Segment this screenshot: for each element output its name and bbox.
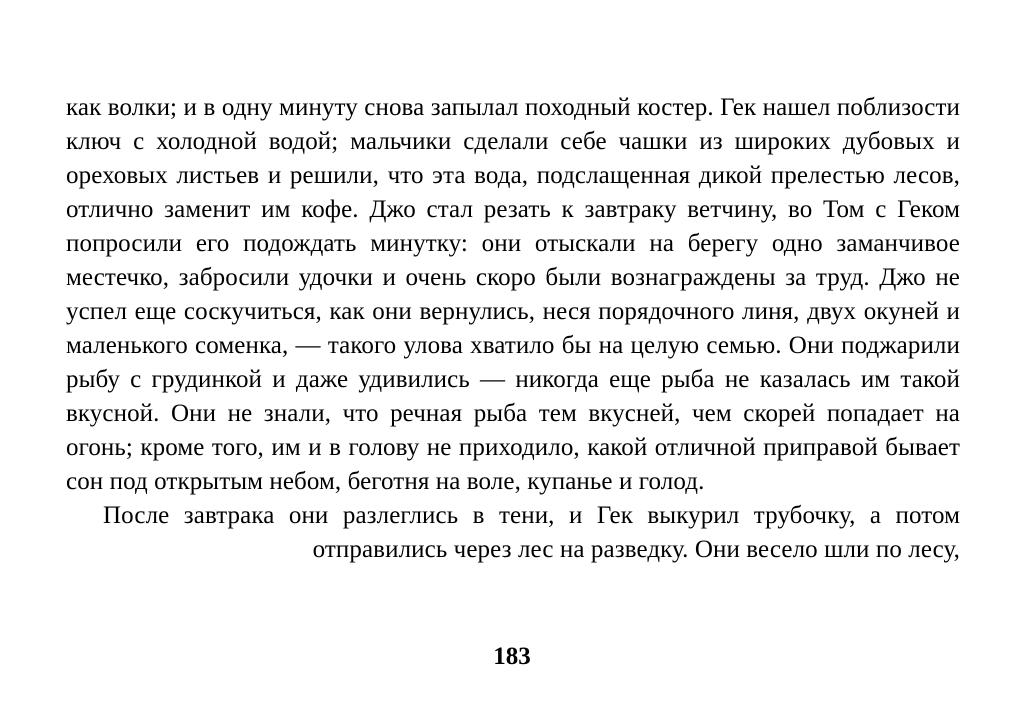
body-text xyxy=(66,91,960,567)
paragraph-2: После завтрака они разлеглись в тени, и Гек выкурил трубочку, а потом отправились через лес на разведку. Они весело шли по лесу, xyxy=(103,502,960,563)
paragraph-1: как волки; и в одну минуту снова запылал походный костер. Гек нашел поблизости ключ с холодной водой; мальчики сделали себе чашки из широких дубовых и ореховых листьев и решили, что эта вода, подслащенная дикой прелестью лесов, отлично заменит им кофе. Джо стал резать к завтраку ветчину, во Том с Геком попросили его подождать минутку: они отыскали на берегу одно заманчивое местечко, забросили удочки и очень скоро были вознаграждены за труд. Джо не успел еще соскучиться, как они вернулись, неся порядочного линя, двух окуней и маленького соменка, — такого улова хватило бы на целую семью. Они поджарили рыбу с грудинкой и даже удивились — никогда еще рыба не казалась им такой вкусной. Они не знали, что речная рыба тем вкусней, чем скорей попадает на огонь; кроме того, им и в голову не приходило, какой отличной приправой бывает сон под открытым небом, беготня на воле, купанье и голод. xyxy=(66,94,960,495)
page-number: 183 xyxy=(493,643,531,670)
